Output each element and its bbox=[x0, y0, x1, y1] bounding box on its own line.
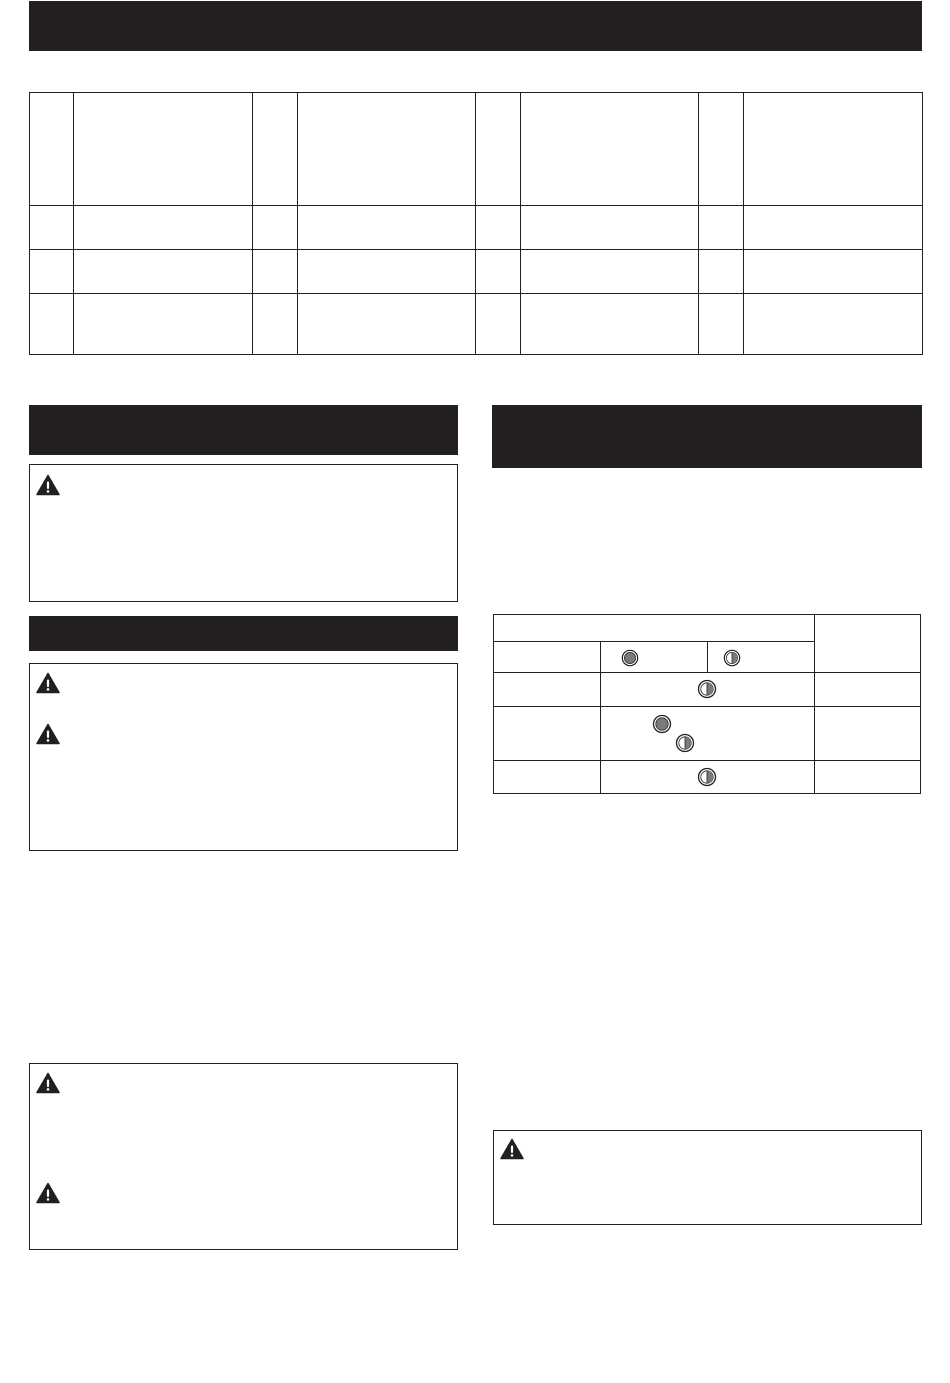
section-header-left-1 bbox=[29, 405, 458, 455]
warning-triangle-icon bbox=[36, 672, 60, 694]
indicator-lit-icon bbox=[652, 714, 672, 734]
warning-box-4 bbox=[493, 1130, 922, 1225]
indicator-table bbox=[493, 614, 921, 794]
indicator-blinking-icon bbox=[697, 679, 717, 699]
warning-triangle-icon bbox=[36, 474, 60, 496]
indicator-blinking-icon bbox=[697, 767, 717, 787]
warning-triangle-icon bbox=[500, 1138, 524, 1160]
indicator-blinking-icon bbox=[723, 649, 741, 667]
parts-table bbox=[29, 92, 923, 355]
indicator-blinking-icon bbox=[675, 733, 695, 753]
section-header-left-2 bbox=[29, 616, 458, 651]
warning-triangle-icon bbox=[36, 1182, 60, 1204]
section-header-right bbox=[492, 405, 922, 468]
warning-triangle-icon bbox=[36, 723, 60, 745]
warning-triangle-icon bbox=[36, 1072, 60, 1094]
warning-box-2 bbox=[29, 663, 458, 851]
warning-box-1 bbox=[29, 464, 458, 602]
indicator-lit-icon bbox=[621, 649, 639, 667]
top-header-bar bbox=[29, 1, 922, 51]
warning-box-3 bbox=[29, 1063, 458, 1250]
